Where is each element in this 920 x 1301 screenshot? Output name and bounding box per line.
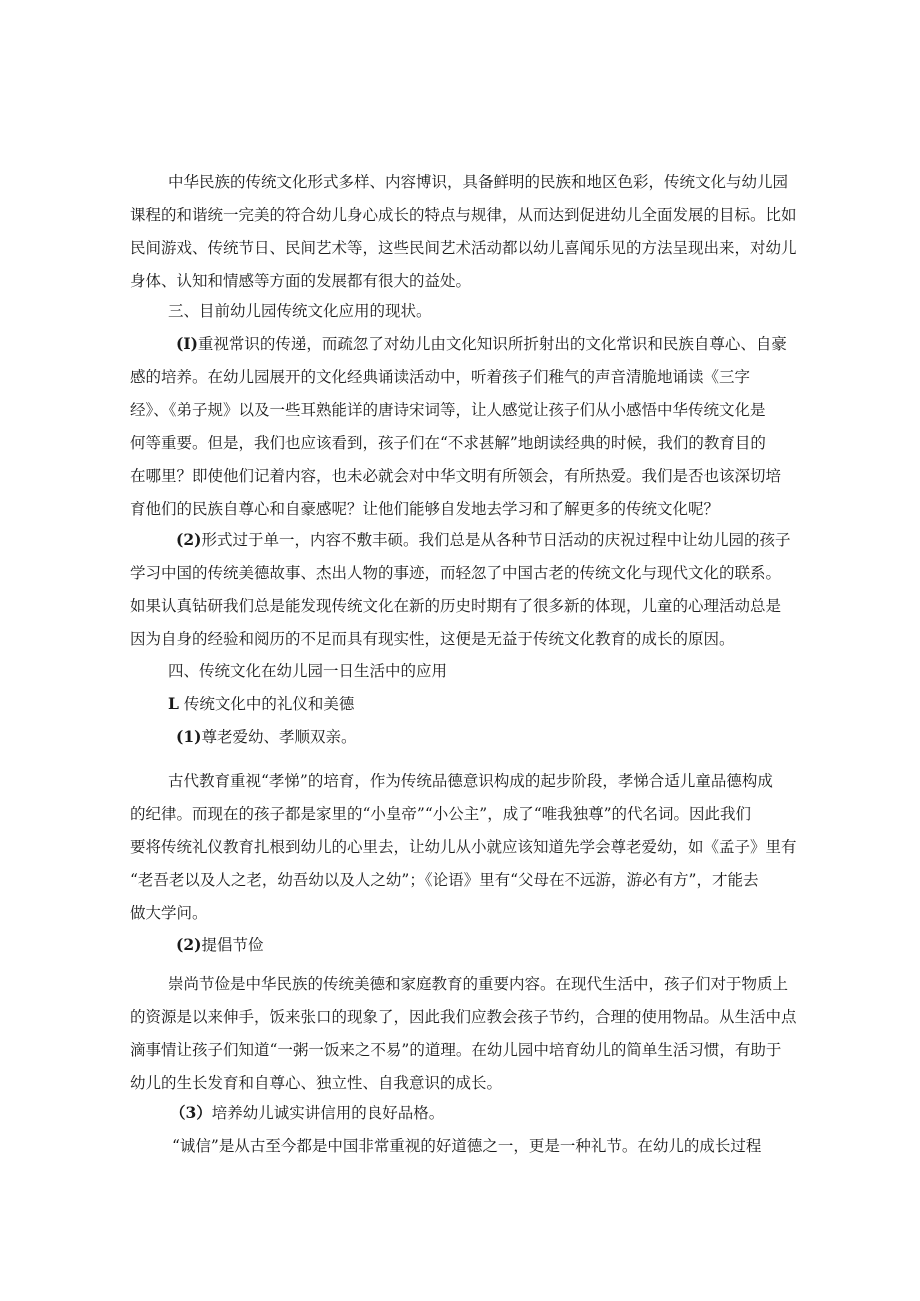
list-item-text: 提倡节俭 — [201, 936, 264, 954]
paragraph-2-line-4: 何等重要。但是，我们也应该看到，孩子们在“不求甚解”地朗读经典的时候，我们的教育目的 — [130, 434, 766, 452]
paragraph-3-line-3: 如果认真钻研我们总是能发现传统文化在新的历史时期有了很多新的体现，儿童的心理活动总是 — [130, 597, 782, 615]
paragraph-5-line-4: 幼儿的生长发育和自尊心、独立性、自我意识的成长。 — [130, 1074, 503, 1092]
paragraph-1-line-3: 民间游戏、传统节日、民间艺术等，这些民间艺术活动都以幼儿喜闻乐见的方法呈现出来，对幼儿 — [130, 239, 797, 257]
subsection-heading-1 — [168, 694, 354, 714]
item-marker: （3） — [170, 1103, 212, 1122]
paragraph-4-line-2: 的纪律。而现在的孩子都是家里的“小皇帝”“小公主”，成了“唯我独尊”的代名词。因此我们 — [130, 805, 752, 823]
section-heading-4: 四、传统文化在幼儿园一日生活中的应用 — [168, 662, 448, 680]
paragraph-5-line-1: 崇尚节俭是中华民族的传统美德和家庭教育的重要内容。在现代生活中，孩子们对于物质上 — [168, 975, 789, 993]
paragraph-4-line-4: “老吾老以及人之老，幼吾幼以及人之幼”；《论语》里有“父母在不远游，游必有方”，才能去 — [130, 871, 759, 889]
paragraph-2-line-5: 在哪里？即使他们记着内容，也未必就会对中华文明有所领会，有所热爱。我们是否也该深切培 — [130, 467, 782, 485]
paragraph-4-line-3: 要将传统礼仪教育扎根到幼儿的心里去，让幼儿从小就应该知道先学会尊老爱幼，如《孟子》里有 — [130, 838, 797, 856]
paragraph-1-line-1: 中华民族的传统文化形式多样、内容博识，具备鲜明的民族和地区色彩，传统文化与幼儿园 — [168, 173, 789, 191]
section-heading-3: 三、目前幼儿园传统文化应用的现状。 — [168, 302, 432, 320]
list-item-text: 尊老爱幼、孝顺双亲。 — [201, 728, 357, 746]
paragraph-2-line-1 — [176, 334, 787, 354]
paragraph-2-line-3: 经》、《弟子规》以及一些耳熟能详的唐诗宋词等，让人感觉让孩子们从小感悟中华传统文化是 — [130, 401, 766, 419]
list-item-2 — [176, 935, 263, 955]
paragraph-1-line-2: 课程的和谐统一完美的符合幼儿身心成长的特点与规律，从而达到促进幼儿全面发展的目标。比如 — [130, 206, 797, 224]
paragraph-4-line-1: 古代教育重视“孝悌”的培育，作为传统品德意识构成的起步阶段，孝悌合适儿童品德构成 — [168, 772, 773, 790]
paragraph-4-line-5: 做大学问。 — [130, 904, 208, 922]
list-item-text: 培养幼儿诚实讲信用的良好品格。 — [211, 1104, 445, 1122]
paragraph-3-line-1 — [176, 530, 790, 550]
item-marker: (1) — [176, 727, 202, 746]
item-marker: (I) — [176, 334, 198, 353]
item-marker: (2) — [176, 935, 202, 954]
paragraph-2-line-2: 感的培养。在幼儿园展开的文化经典诵读活动中，听着孩子们稚气的声音清脆地诵读《三字 — [130, 368, 751, 386]
paragraph-2-text: 重视常识的传递，而疏忽了对幼儿由文化知识所折射出的文化常识和民族自尊心、自豪 — [197, 335, 787, 353]
paragraph-3-line-2: 学习中国的传统美德故事、杰出人物的事迹，而轻忽了中国古老的传统文化与现代文化的联系。 — [130, 564, 782, 582]
paragraph-5-line-2: 的资源是以来伸手，饭来张口的现象了，因此我们应教会孩子节约，合理的使用物品。从生活中点 — [130, 1008, 797, 1026]
list-item-3 — [170, 1103, 444, 1123]
list-item-1 — [176, 727, 356, 747]
item-marker: (2) — [176, 530, 202, 549]
subsection-title: 传统文化中的礼仪和美德 — [183, 695, 355, 713]
subsection-marker: L — [168, 694, 179, 713]
paragraph-5-line-3: 滴事情让孩子们知道“一粥一饭来之不易”的道理。在幼儿园中培育幼儿的简单生活习惯，有助于 — [130, 1041, 782, 1059]
paragraph-2-line-6: 育他们的民族自尊心和自豪感呢？让他们能够自发地去学习和了解更多的传统文化呢？ — [130, 500, 720, 518]
paragraph-3-text: 形式过于单一，内容不敷丰硕。我们总是从各种节日活动的庆祝过程中让幼儿园的孩子 — [201, 531, 791, 549]
paragraph-3-line-4: 因为自身的经验和阅历的不足而具有现实性，这便是无益于传统文化教育的成长的原因。 — [130, 630, 735, 648]
paragraph-1-line-4: 身体、认知和情感等方面的发展都有很大的益处。 — [130, 272, 472, 290]
paragraph-6-line-1: “诚信”是从古至今都是中国非常重视的好道德之一，更是一种礼节。在幼儿的成长过程 — [172, 1137, 762, 1155]
